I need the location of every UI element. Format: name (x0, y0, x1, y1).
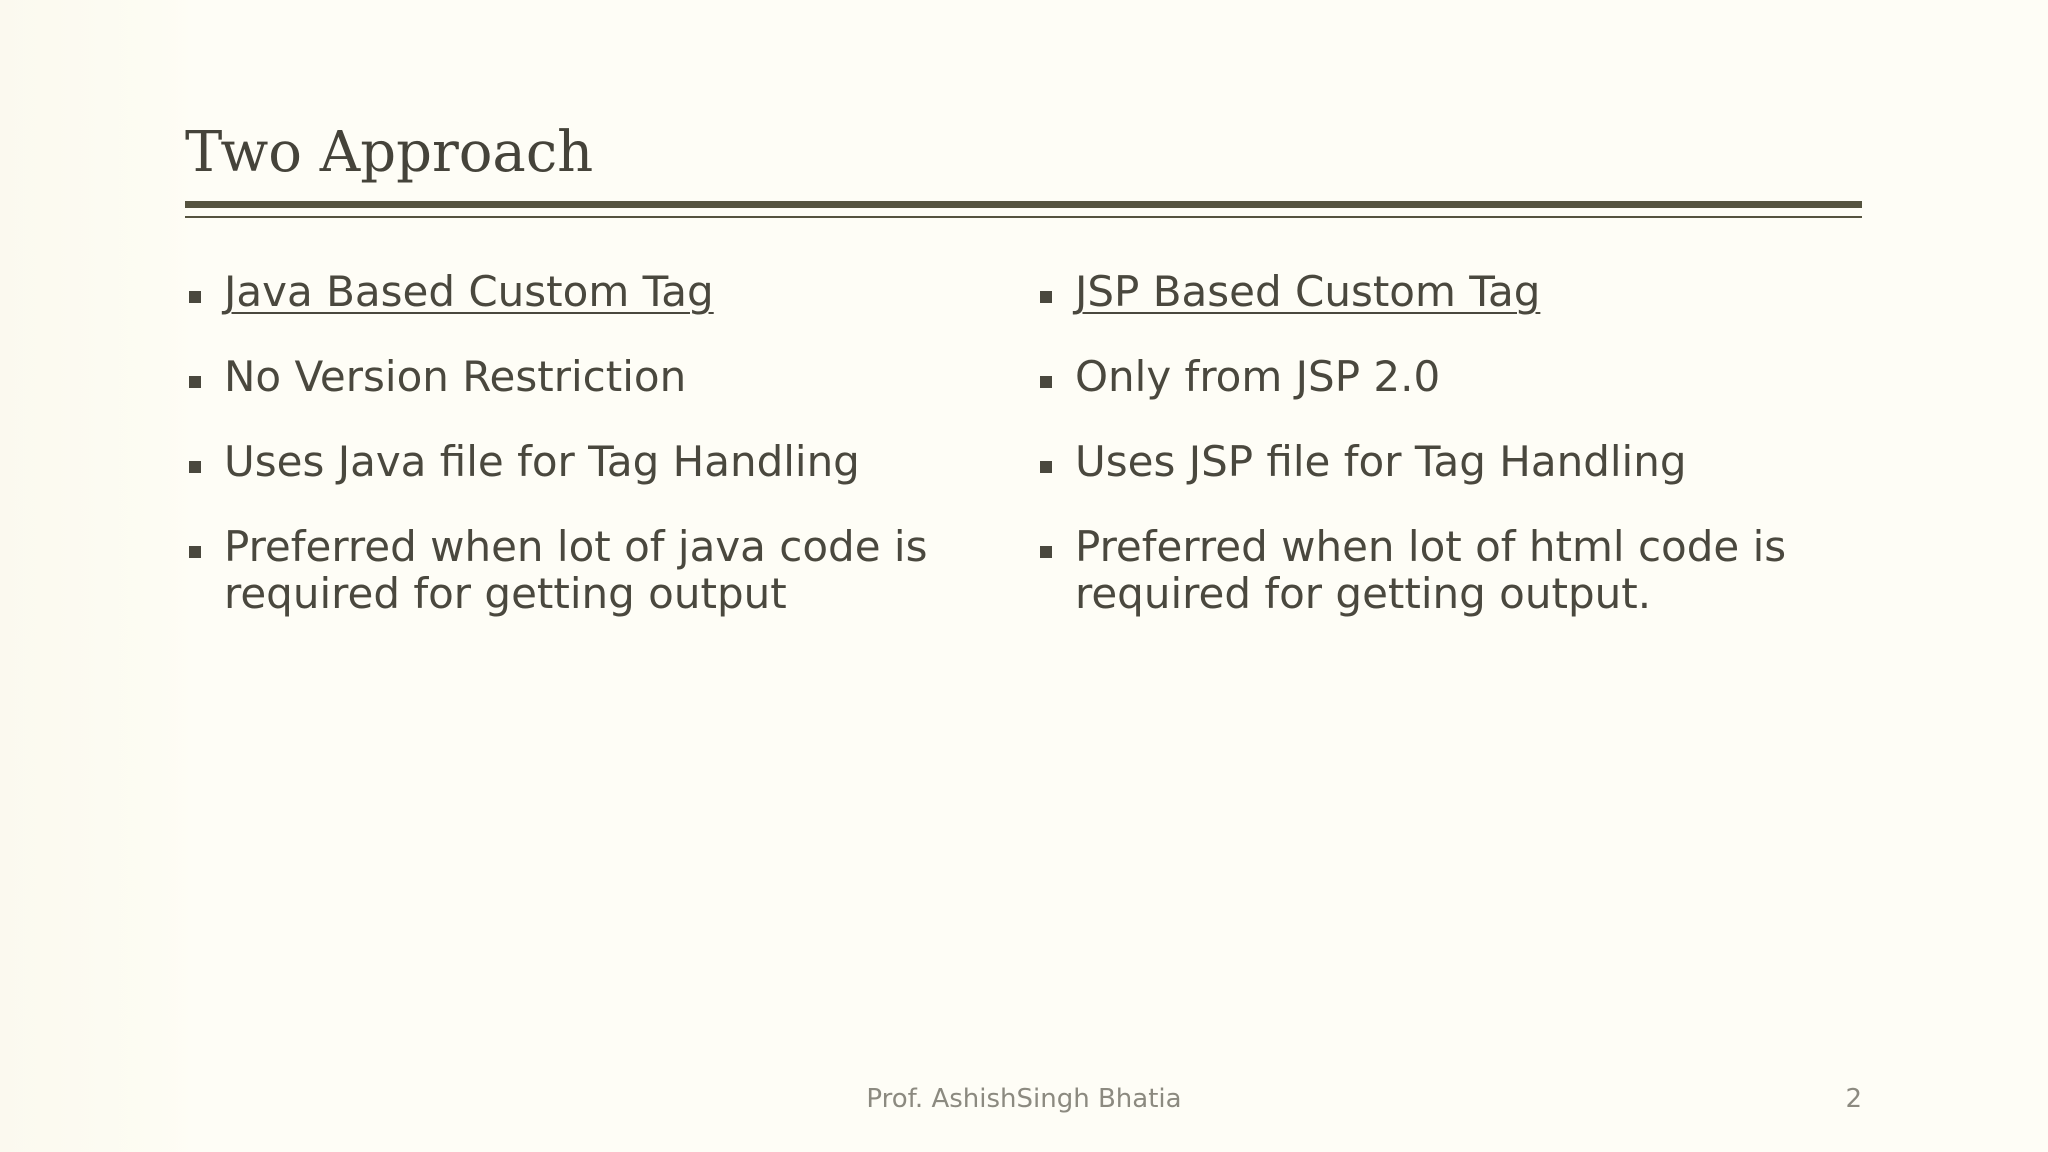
list-item (185, 438, 1015, 485)
title-rule-thick (185, 201, 1862, 208)
list-item (185, 353, 1015, 400)
square-bullet-icon (1040, 376, 1052, 388)
square-bullet-icon (1040, 461, 1052, 473)
list-item-text: Only from JSP 2.0 (1075, 352, 1441, 401)
title-rule-thin (185, 216, 1862, 218)
left-column-heading: Java Based Custom Tag (224, 267, 714, 316)
list-item-text: Uses Java file for Tag Handling (224, 437, 860, 486)
left-column-list (185, 268, 1015, 655)
slide-title: Two Approach (185, 120, 594, 185)
list-item-text: No Version Restriction (224, 352, 687, 401)
page-number: 2 (1845, 1084, 1862, 1114)
square-bullet-icon (1040, 291, 1052, 303)
list-item (1036, 438, 1866, 485)
square-bullet-icon (189, 291, 201, 303)
square-bullet-icon (189, 376, 201, 388)
list-item-text: Preferred when lot of html code is required for getting output. (1075, 522, 1787, 618)
right-column-list (1036, 268, 1866, 655)
list-item (1036, 268, 1866, 315)
list-item-text: Preferred when lot of java code is required for getting output (224, 522, 928, 618)
list-item (1036, 353, 1866, 400)
square-bullet-icon (189, 546, 201, 558)
left-margin-shade (0, 0, 195, 1152)
list-item (185, 523, 1015, 617)
list-item-text: Uses JSP file for Tag Handling (1075, 437, 1687, 486)
square-bullet-icon (189, 461, 201, 473)
footer-author: Prof. AshishSingh Bhatia (866, 1084, 1182, 1114)
list-item (1036, 523, 1866, 617)
square-bullet-icon (1040, 546, 1052, 558)
right-column-heading: JSP Based Custom Tag (1075, 267, 1541, 316)
list-item (185, 268, 1015, 315)
